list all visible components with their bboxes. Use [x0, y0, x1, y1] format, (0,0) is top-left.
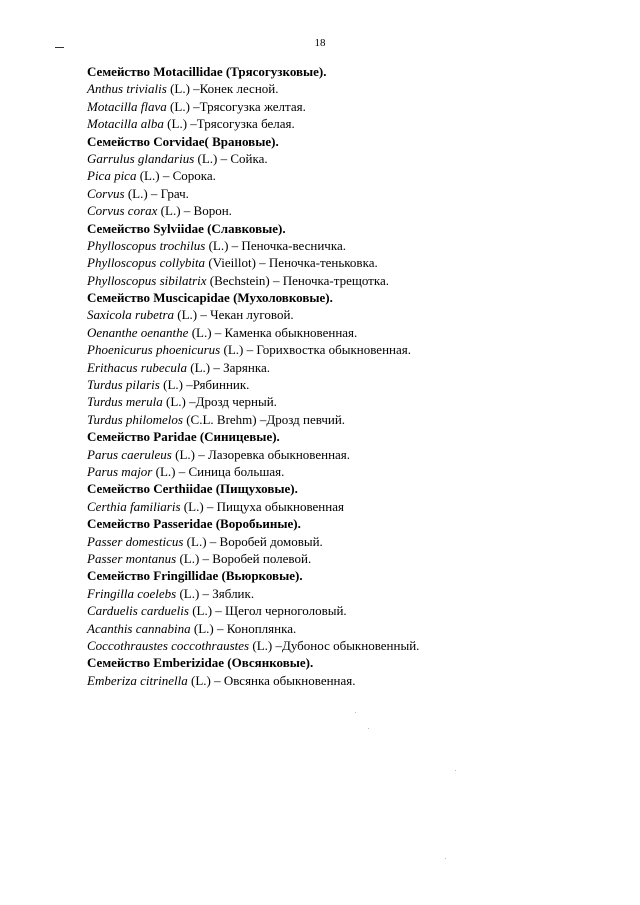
species-common-name: (L.) – Горихвостка обыкновенная. — [220, 342, 411, 358]
species-latin-name: Anthus trivialis — [87, 81, 167, 97]
species-latin-name: Parus caeruleus — [87, 446, 172, 462]
species-common-name: (L.) – Зарянка. — [187, 359, 270, 375]
species-common-name: (L.) – Лазоревка обыкновенная. — [171, 446, 351, 462]
family-heading: Семейство Sylviidae (Славковые). — [87, 220, 286, 236]
family-heading: Семейство Passeridae (Воробьиные). — [87, 516, 301, 532]
species-latin-name: Carduelis carduelis — [87, 603, 189, 619]
species-common-name: (L.) – Каменка обыкновенная. — [188, 324, 358, 340]
family-heading: Семейство Paridae (Синицевые). — [87, 429, 280, 445]
species-entry — [87, 80, 607, 97]
species-entry — [87, 533, 607, 550]
species-latin-name: Passer domesticus — [87, 533, 184, 549]
species-common-name: (L.) –Дубонос обыкновенный. — [249, 637, 420, 653]
species-latin-name: Turdus merula — [87, 394, 163, 410]
species-entry — [87, 498, 607, 515]
species-common-name: (L.) – Грач. — [124, 185, 189, 201]
species-entry — [87, 446, 607, 463]
species-latin-name: Corvus — [87, 185, 125, 201]
species-entry — [87, 359, 607, 376]
species-latin-name: Phylloscopus trochilus — [87, 237, 206, 253]
scan-speck — [368, 728, 369, 729]
species-common-name: (L.) –Конек лесной. — [166, 81, 279, 97]
species-common-name: (L.) – Коноплянка. — [190, 620, 297, 636]
species-entry — [87, 411, 607, 428]
species-latin-name: Certhia familiaris — [87, 498, 181, 514]
scan-speck — [355, 712, 356, 713]
species-common-name: (L.) – Щегол черноголовый. — [188, 603, 347, 619]
species-entry — [87, 637, 607, 654]
species-common-name: (L.) – Воробей домовый. — [183, 533, 323, 549]
species-entry — [87, 98, 607, 115]
species-latin-name: Parus major — [87, 463, 153, 479]
species-entry — [87, 306, 607, 323]
species-entry — [87, 254, 607, 271]
species-common-name: (L.) –Трясогузка белая. — [163, 116, 295, 132]
species-entry — [87, 341, 607, 358]
species-common-name: (L.) – Сорока. — [136, 168, 216, 184]
species-common-name: (L.) – Чекан луговой. — [174, 307, 294, 323]
species-entry — [87, 237, 607, 254]
species-latin-name: Turdus pilaris — [87, 377, 160, 393]
species-entry — [87, 550, 607, 567]
species-latin-name: Fringilla coelebs — [87, 585, 177, 601]
species-list — [87, 63, 607, 689]
family-heading: Семейство Fringillidae (Вьюрковые). — [87, 568, 303, 584]
species-entry — [87, 115, 607, 132]
scan-speck — [445, 858, 446, 859]
species-latin-name: Phylloscopus sibilatrix — [87, 272, 207, 288]
species-latin-name: Coccothraustes coccothraustes — [87, 637, 250, 653]
species-common-name: (L.) – Зяблик. — [176, 585, 255, 601]
species-entry — [87, 376, 607, 393]
species-common-name: (L.) – Пеночка-весничка. — [205, 237, 346, 253]
species-latin-name: Turdus philomelos — [87, 411, 183, 427]
species-common-name: (L.) – Ворон. — [157, 203, 232, 219]
species-common-name: (L.) – Сойка. — [194, 150, 268, 166]
species-entry — [87, 272, 607, 289]
species-entry — [87, 185, 607, 202]
species-common-name: (L.) – Воробей полевой. — [176, 550, 312, 566]
species-latin-name: Phoenicurus phoenicurus — [87, 342, 221, 358]
species-latin-name: Motacilla flava — [87, 98, 167, 114]
species-latin-name: Saxicola rubetra — [87, 307, 175, 323]
family-heading: Семейство Certhiidae (Пищуховые). — [87, 481, 298, 497]
family-heading: Семейство Corvidae( Врановые). — [87, 133, 279, 149]
species-common-name: (L.) – Пищуха обыкновенная — [180, 498, 344, 514]
species-latin-name: Motacilla alba — [87, 116, 164, 132]
species-common-name: (L.) – Овсянка обыкновенная. — [187, 672, 356, 688]
family-heading: Семейство Emberizidae (Овсянковые). — [87, 655, 314, 671]
species-latin-name: Oenanthe oenanthe — [87, 324, 189, 340]
species-entry — [87, 463, 607, 480]
species-latin-name: Passer montanus — [87, 550, 177, 566]
species-latin-name: Garrulus glandarius — [87, 150, 195, 166]
species-entry — [87, 602, 607, 619]
species-entry — [87, 620, 607, 637]
species-latin-name: Pica pica — [87, 168, 137, 184]
species-common-name: (L.) –Рябинник. — [159, 377, 250, 393]
species-common-name: (L.) –Дрозд черный. — [162, 394, 277, 410]
species-latin-name: Emberiza citrinella — [87, 672, 188, 688]
family-heading: Семейство Motacillidae (Трясогузковые). — [87, 64, 327, 79]
species-common-name: (Vieillot) – Пеночка-теньковка. — [205, 255, 378, 271]
species-entry — [87, 393, 607, 410]
species-entry — [87, 672, 607, 689]
species-entry — [87, 585, 607, 602]
species-latin-name: Corvus corax — [87, 203, 158, 219]
species-entry — [87, 324, 607, 341]
species-common-name: (Bechstein) – Пеночка-трещотка. — [206, 272, 390, 288]
species-entry — [87, 202, 607, 219]
scan-mark — [55, 47, 64, 48]
species-latin-name: Phylloscopus collybita — [87, 255, 206, 271]
species-entry — [87, 150, 607, 167]
species-common-name: (C.L. Brehm) –Дрозд певчий. — [182, 411, 346, 427]
page-number: 18 — [314, 37, 326, 49]
species-entry — [87, 167, 607, 184]
species-common-name: (L.) –Трясогузка желтая. — [166, 98, 306, 114]
scan-speck — [455, 770, 456, 771]
family-heading: Семейство Muscicapidae (Мухоловковые). — [87, 290, 333, 306]
species-common-name: (L.) – Синица большая. — [152, 463, 285, 479]
species-latin-name: Erithacus rubecula — [87, 359, 188, 375]
species-latin-name: Acanthis cannabina — [87, 620, 191, 636]
